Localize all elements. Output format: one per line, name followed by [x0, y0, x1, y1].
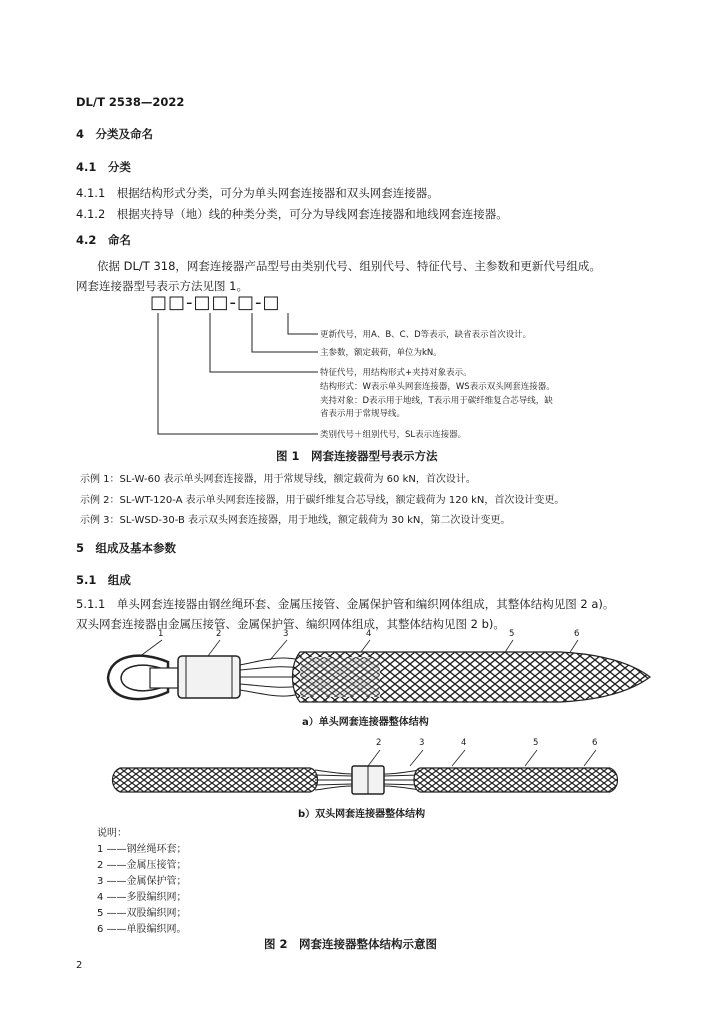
section-4-1-heading: 4.1 分类 — [76, 160, 131, 174]
legend-item-6: 6 ——单股编织网。 — [97, 924, 187, 935]
clause-4-1-1: 4.1.1 根据结构形式分类，可分为单头网套连接器和双头网套连接器。 — [76, 186, 439, 200]
fig2b-label-3: 3 — [419, 738, 425, 748]
figure2a-caption: a）单头网套连接器整体结构 — [302, 717, 429, 728]
fig2b-label-4: 4 — [461, 738, 467, 748]
fig2a-label-5: 5 — [509, 629, 515, 639]
category-desc: 类别代号＋组别代号，SL表示连接器。 — [320, 430, 467, 440]
fig2a-label-4: 4 — [366, 629, 372, 639]
standard-number: DL/T 2538—2022 — [76, 95, 185, 109]
fig2a-label-2: 2 — [216, 629, 222, 639]
example-1: 示例 1：SL-W-60 表示单头网套连接器，用于常规导线，额定载荷为 60 kN，首次设计。 — [80, 474, 476, 485]
model-pattern: □□-□□-□-□ — [150, 292, 281, 313]
section-4-heading: 4 分类及命名 — [76, 127, 154, 141]
fig2b-label-5: 5 — [533, 738, 539, 748]
section-4-2-heading: 4.2 命名 — [76, 233, 131, 247]
clause-5-1-1-line1: 5.1.1 单头网套连接器由钢丝绳环套、金属压接管、金属保护管和编织网体组成，其整体结构见图 2 a)。 — [76, 597, 615, 611]
legend-item-1: 1 ——钢丝绳环套； — [97, 844, 187, 855]
clause-4-2-line1: 依据 DL/T 318，网套连接器产品型号由类别代号、组别代号、特征代号、主参数和更新代号组成。 — [97, 259, 601, 273]
legend-item-2: 2 ——金属压接管； — [97, 860, 187, 871]
clamp-desc-line1: 夹持对象：D表示用于地线，T表示用于碳纤维复合芯导线，缺 — [320, 396, 553, 406]
fig2a-label-3: 3 — [283, 629, 289, 639]
legend-title: 说明： — [97, 828, 127, 839]
feature-code-desc: 特征代号，用结构形式+夹持对象表示。 — [320, 368, 472, 378]
figure1-caption: 图 1 网套连接器型号表示方法 — [276, 449, 438, 463]
clamp-desc-line2: 省表示用于常规导线。 — [320, 409, 406, 419]
clause-5-1-1-line2: 双头网套连接器由金属压接管、金属保护管、编织网体组成，其整体结构见图 2 b)。 — [76, 617, 505, 631]
section-5-heading: 5 组成及基本参数 — [76, 541, 177, 555]
legend-item-4: 4 ——多股编织网； — [97, 892, 187, 903]
legend-item-3: 3 ——金属保护管； — [97, 876, 187, 887]
fig2a-label-6: 6 — [574, 629, 580, 639]
legend-item-5: 5 ——双股编织网； — [97, 908, 187, 919]
fig2b-label-2: 2 — [376, 738, 382, 748]
figure2-caption: 图 2 网套连接器整体结构示意图 — [264, 937, 438, 951]
main-param-desc: 主参数，额定载荷，单位为kN。 — [320, 348, 442, 358]
clause-4-2-line2: 网套连接器型号表示方法见图 1。 — [76, 279, 248, 293]
clause-4-1-2: 4.1.2 根据夹持导（地）线的种类分类，可分为导线网套连接器和地线网套连接器。 — [76, 207, 508, 221]
section-5-1-heading: 5.1 组成 — [76, 573, 131, 587]
structure-desc: 结构形式：W表示单头网套连接器，WS表示双头网套连接器。 — [320, 382, 555, 392]
figure2b-caption: b）双头网套连接器整体结构 — [298, 809, 426, 820]
update-code-desc: 更新代号，用A、B、C、D等表示，缺省表示首次设计。 — [320, 330, 532, 340]
example-3: 示例 3：SL-WSD-30-B 表示双头网套连接器，用于地线，额定载荷为 30 kN，第二次设计变更。 — [80, 515, 511, 526]
fig2a-label-1: 1 — [158, 629, 164, 639]
fig2b-label-6: 6 — [592, 738, 598, 748]
example-2: 示例 2：SL-WT-120-A 表示单头网套连接器，用于碳纤维复合芯导线，额定载荷为 120 kN，首次设计变更。 — [80, 495, 565, 506]
page-number: 2 — [76, 960, 83, 971]
